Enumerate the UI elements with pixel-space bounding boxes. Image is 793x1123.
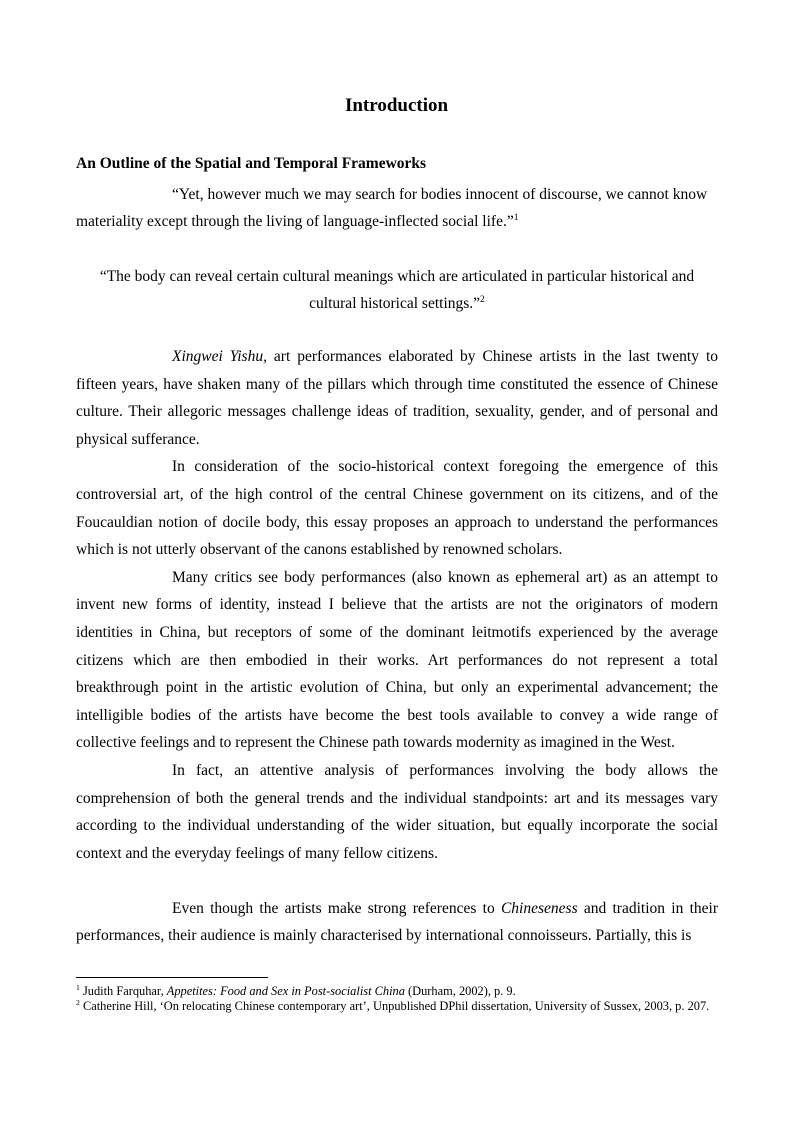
paragraph-3: Many critics see body performances (also known as ephemeral art) as an attempt to invent new forms of identity, instead I believe that the artists are not the originators of modern identities in China, but receptors of some of the dominant leitmotifs experienced by the average citizens which are then embodied in their works. Art performances do not represent a total breakthrough point in the artistic evolution of China, but only an experimental advancement; the intelligible bodies of the artists have become the best tools available to convey a wide range of collective feelings and to represent the Chinese path towards modernity as imagined in the West. [76, 568, 718, 752]
section-heading: An Outline of the Spatial and Temporal Frameworks [76, 155, 427, 172]
paragraph-5-italic-term: Chineseness [500, 899, 578, 917]
footnote-2-text: Catherine Hill, ‘On relocating Chinese contemporary art’, Unpublished DPhil dissertation, University of Sussex, 2003, p. 207. [79, 999, 710, 1013]
footnote-2-number: 2 [76, 997, 80, 1007]
paragraph-4: In fact, an attentive analysis of performances involving the body allows the comprehension of both the general trends and the individual standpoints: art and its messages vary according to the individual understanding of the wider situation, but equally incorporate the social context and the everyday feelings of many fellow citizens. [76, 761, 718, 862]
footnote-1-text-a: Judith Farquhar, [79, 984, 167, 998]
footnote-ref-2: 2 [480, 293, 485, 305]
epigraph-1-text: “Yet, however much we may search for bodies innocent of discourse, we cannot know materiality except through the living of language-inflected social life.” [76, 186, 708, 230]
paragraph-5-text-b: and tradition in their performances, their audience is mainly characterised by international connoisseurs. Partially, this is [76, 899, 718, 945]
epigraph-quote-1 [76, 182, 718, 235]
footnote-1-book-title: Appetites: Food and Sex in Post-socialist China [166, 984, 405, 998]
paragraph-5-text-a: Even though the artists make strong references to [172, 899, 501, 917]
paragraph-2: In consideration of the socio-historical context foregoing the emergence of this controversial art, of the high control of the central Chinese government on its citizens, and of the Foucauldian notion of docile body, this essay proposes an approach to understand the performances which is not utterly observant of the canons established by renowned scholars. [76, 458, 718, 559]
footnotes [76, 984, 718, 1014]
paragraph-1-text: art performances elaborated by Chinese artists in the last twenty to fifteen years, have shaken many of the pillars which through time constituted the essence of Chinese culture. Their allegoric messages challenge ideas of tradition, sexuality, gender, and of personal and physical sufferance. [76, 348, 719, 448]
body-text [76, 343, 718, 950]
page-title: Introduction [344, 95, 449, 116]
footnote-1-number: 1 [76, 982, 80, 992]
footnote-1 [76, 984, 718, 999]
paragraph-1-italic-term: Xingwei Yishu, [172, 348, 267, 365]
footnote-2 [76, 999, 718, 1014]
paragraph-5 [76, 895, 718, 950]
footnote-ref-1: 1 [513, 211, 519, 223]
epigraph-2-line-1: “The body can reveal certain cultural meanings which are articulated in particular historical and [99, 268, 695, 285]
footnote-divider [76, 977, 268, 978]
epigraph-quote-2 [76, 263, 718, 317]
paragraph-1 [76, 343, 718, 453]
footnote-1-text-b: (Durham, 2002), p. 9. [404, 984, 516, 998]
epigraph-2-line-2: cultural historical settings.” [309, 295, 481, 312]
